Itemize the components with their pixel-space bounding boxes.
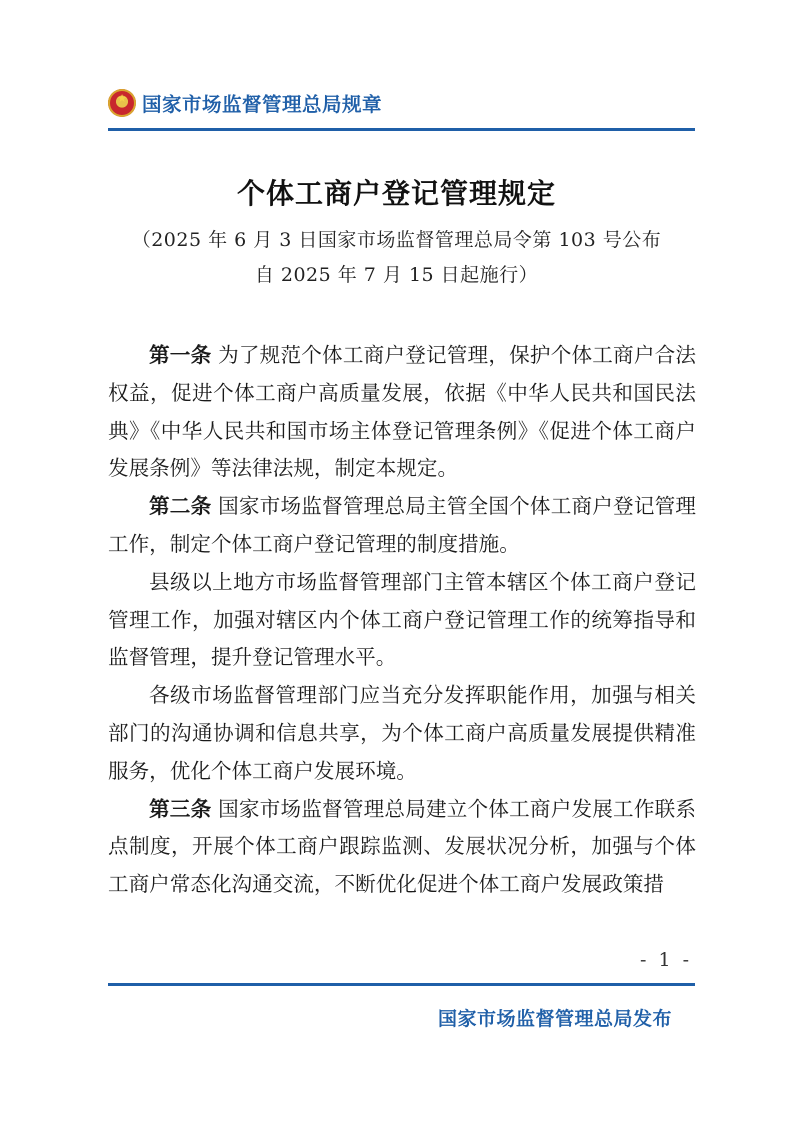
article-2-paragraph — [108, 488, 696, 564]
document-subtitle-line1: （2025 年 6 月 3 日国家市场监督管理总局令第 103 号公布 — [131, 229, 662, 251]
national-emblem-icon — [108, 89, 136, 117]
header-divider — [108, 128, 695, 131]
document-title: 个体工商户登记管理规定 — [236, 177, 556, 210]
header-title: 国家市场监督管理总局规章 — [142, 93, 383, 116]
footer-publisher: 国家市场监督管理总局发布 — [438, 1008, 673, 1030]
footer-divider — [108, 983, 695, 986]
article-1-heading: 第一条 — [149, 343, 212, 367]
article-2-paragraph-3: 各级市场监督管理部门应当充分发挥职能作用，加强与相关部门的沟通协调和信息共享，为个体工商户高质量发展提供精准服务，优化个体工商户发展环境。 — [108, 683, 696, 783]
article-2-paragraph-2: 县级以上地方市场监督管理部门主管本辖区个体工商户登记管理工作，加强对辖区内个体工商户登记管理工作的统筹指导和监督管理，提升登记管理水平。 — [108, 569, 696, 670]
document-subtitle-line2: 自 2025 年 7 月 15 日起施行） — [254, 264, 539, 286]
page-number: - 1 - — [640, 949, 693, 971]
document-body — [108, 337, 696, 904]
article-3-text: 国家市场监督管理总局建立个体工商户发展工作联系点制度，开展个体工商户跟踪监测、发展状况分析，加强与个体工商户常态化沟通交流，不断优化促进个体工商户发展政策措 — [108, 796, 697, 897]
page-header — [108, 86, 382, 120]
article-2-text: 国家市场监督管理总局主管全国个体工商户登记管理工作，制定个体工商户登记管理的制度措施。 — [108, 494, 697, 556]
article-3-paragraph — [108, 791, 696, 904]
article-1-text: 为了规范个体工商户登记管理，保护个体工商户合法权益，促进个体工商户高质量发展，依据《中华人民共和国民法典》《中华人民共和国市场主体登记管理条例》《促进个体工商户发展条例》等法律法规，制定本规定。 — [108, 343, 697, 481]
article-3-heading: 第三条 — [149, 796, 212, 821]
article-2-heading: 第二条 — [149, 494, 212, 519]
article-1-paragraph — [108, 337, 696, 488]
